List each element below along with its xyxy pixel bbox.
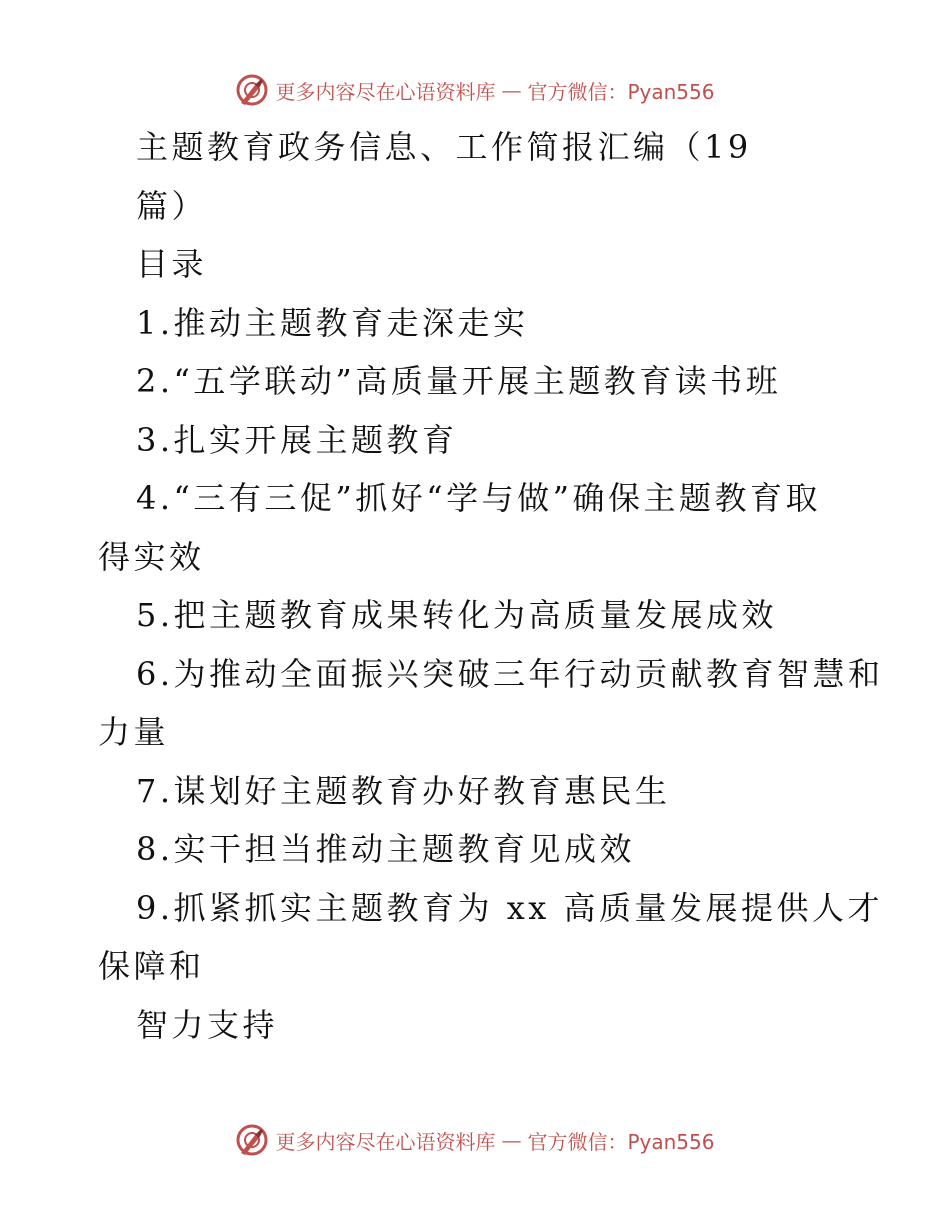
toc-item-8: 8.实干担当推动主题教育见成效: [136, 830, 636, 868]
toc-item-9-continued-2: 智力支持: [136, 1005, 279, 1044]
toc-item-2: 2.“五学联动”高质量开展主题教育读书班: [136, 362, 782, 400]
document-title-line-2: 篇）: [136, 186, 208, 225]
pen-logo-icon: [235, 1123, 269, 1157]
watermark-contact-text: 官方微信：Pyan556: [527, 1129, 715, 1154]
watermark-separator: —: [501, 1128, 522, 1152]
toc-item-5: 5.把主题教育成果转化为高质量发展成效: [136, 596, 778, 634]
toc-item-4: 4.“三有三促”抓好“学与做”确保主题教育取: [136, 479, 821, 517]
watermark-contact-text: 官方微信：Pyan556: [527, 79, 715, 104]
watermark-site-text: 更多内容尽在心语资料库: [275, 1129, 496, 1154]
toc-item-1: 1.推动主题教育走深走实: [136, 303, 529, 342]
document-title-line-1: 主题教育政务信息、工作简报汇编（19: [136, 128, 752, 166]
toc-item-6: 6.为推动全面振兴突破三年行动贡献教育智慧和: [136, 654, 884, 693]
toc-item-9-continued: 保障和: [98, 947, 205, 985]
toc-item-3: 3.扎实开展主题教育: [136, 420, 458, 459]
watermark-site-text: 更多内容尽在心语资料库: [275, 79, 496, 104]
watermark-group: [235, 1123, 714, 1157]
toc-item-7: 7.谋划好主题教育办好教育惠民生: [136, 771, 671, 810]
toc-item-6-continued: 力量: [98, 713, 170, 751]
toc-item-9: 9.抓紧抓实主题教育为 xx 高质量发展提供人才: [136, 888, 883, 927]
pen-logo-icon: [235, 73, 269, 107]
toc-heading: 目录: [136, 245, 208, 283]
document-body: [98, 118, 884, 1054]
header-watermark: [0, 70, 950, 110]
watermark-separator: —: [501, 78, 522, 102]
toc-item-4-continued: 得实效: [98, 537, 205, 576]
footer-watermark: [0, 1120, 950, 1160]
watermark-group: [235, 73, 714, 107]
